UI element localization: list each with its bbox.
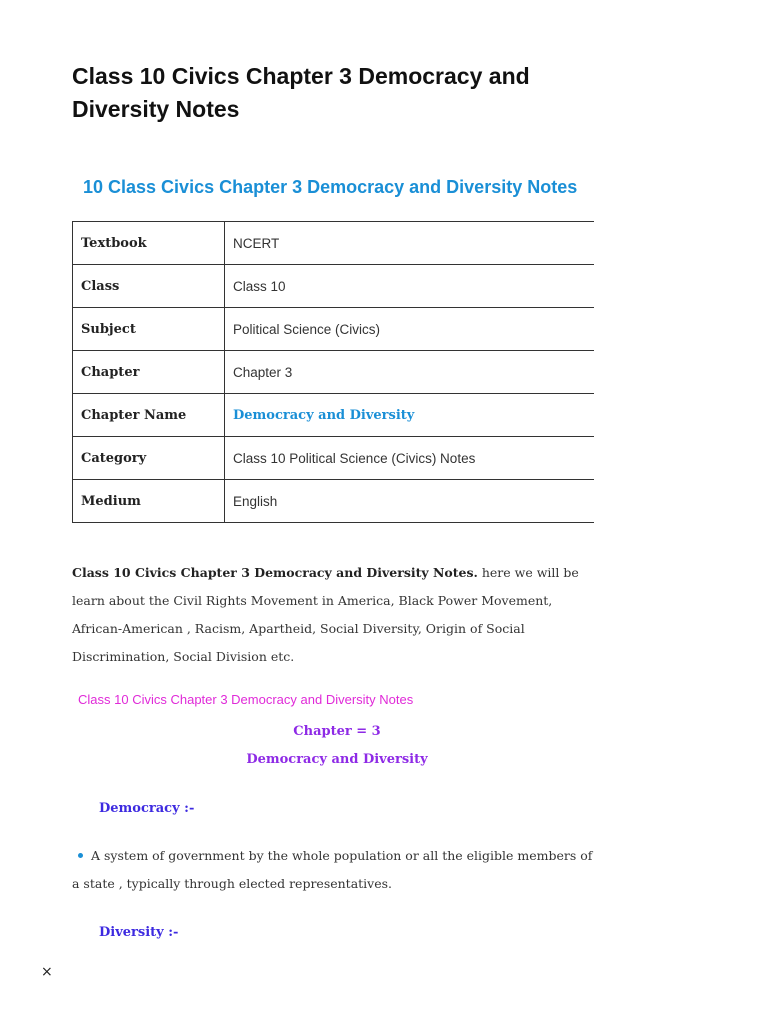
table-label: Textbook xyxy=(73,222,225,265)
diversity-heading: Diversity :- xyxy=(99,925,179,940)
close-icon[interactable]: × xyxy=(41,964,53,980)
chapter-name-link[interactable]: Democracy and Diversity xyxy=(225,394,595,437)
democracy-heading: Democracy :- xyxy=(99,801,195,816)
info-table xyxy=(72,221,594,523)
list-item xyxy=(72,842,602,898)
page-title: Class 10 Civics Chapter 3 Democracy and Diversity Notes xyxy=(72,63,530,122)
table-row-textbook xyxy=(73,222,595,265)
table-value: Class 10 Political Science (Civics) Notes xyxy=(225,437,595,480)
table-label: Medium xyxy=(73,480,225,523)
table-label: Chapter xyxy=(73,351,225,394)
table-row-medium xyxy=(73,480,595,523)
chapter-number-heading: Chapter = 3 xyxy=(293,724,381,739)
table-value: NCERT xyxy=(225,222,595,265)
table-row-chapter-name xyxy=(73,394,595,437)
table-value: English xyxy=(225,480,595,523)
chapter-name-heading: Democracy and Diversity xyxy=(246,752,428,767)
table-label: Class xyxy=(73,265,225,308)
table-label: Subject xyxy=(73,308,225,351)
table-label: Chapter Name xyxy=(73,394,225,437)
table-row-category xyxy=(73,437,595,480)
democracy-definition: A system of government by the whole population or all the eligible members of a state , typically through elected representatives. xyxy=(72,848,593,891)
notes-heading: Class 10 Civics Chapter 3 Democracy and Diversity Notes xyxy=(78,692,414,707)
intro-text: here we will be learn about the Civil Rights Movement in America, Black Power Movement, African-American , Racism, Apartheid, Social Diversity, Origin of Social Discrimination, Social Division etc. xyxy=(72,565,579,664)
section-heading: 10 Class Civics Chapter 3 Democracy and Diversity Notes xyxy=(83,177,578,197)
table-row-class xyxy=(73,265,595,308)
intro-paragraph xyxy=(72,559,602,671)
table-value: Chapter 3 xyxy=(225,351,595,394)
table-label: Category xyxy=(73,437,225,480)
table-value: Class 10 xyxy=(225,265,595,308)
table-value: Political Science (Civics) xyxy=(225,308,595,351)
table-row-subject xyxy=(73,308,595,351)
bullet-icon xyxy=(78,853,83,858)
table-row-chapter xyxy=(73,351,595,394)
intro-strong-text: Class 10 Civics Chapter 3 Democracy and Diversity Notes. xyxy=(72,565,478,580)
